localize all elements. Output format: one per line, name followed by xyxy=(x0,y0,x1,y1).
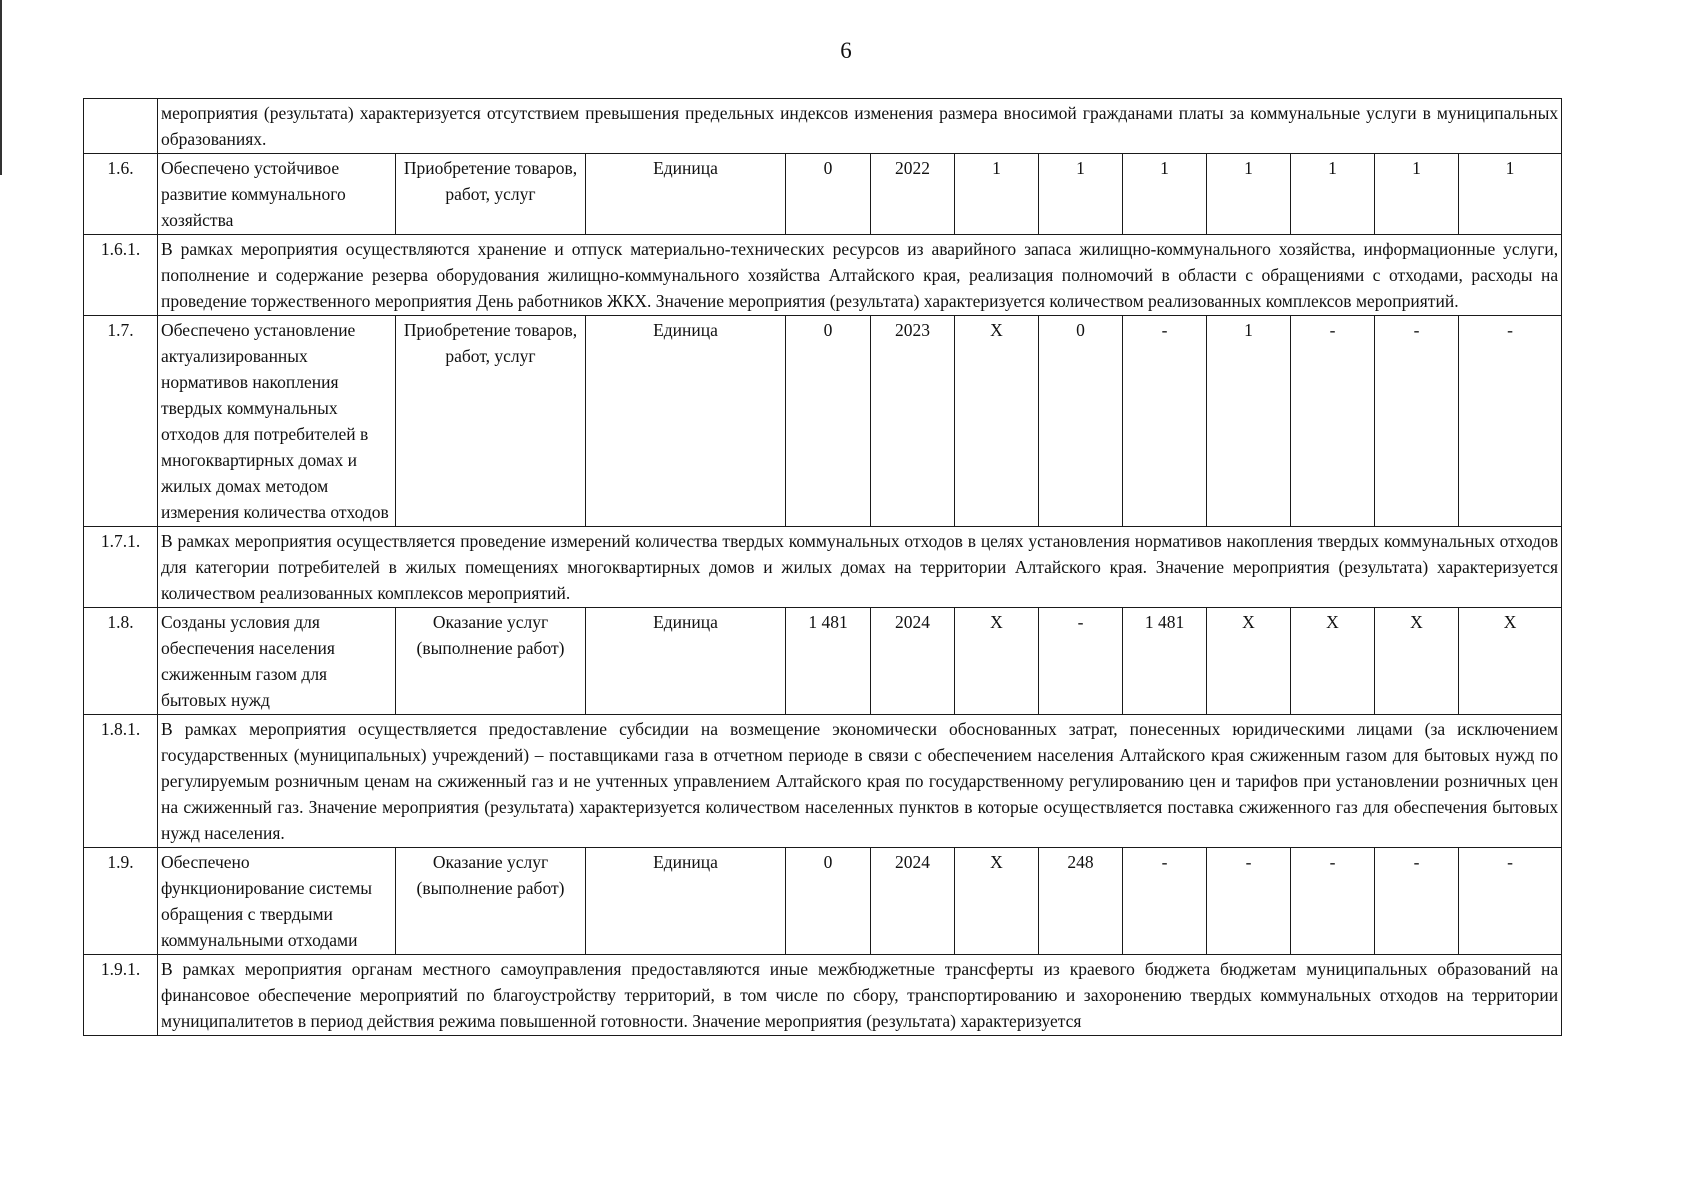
year-value-cell: 1 xyxy=(1123,154,1207,235)
year-value-cell: - xyxy=(1375,316,1459,527)
table-row-1-7 xyxy=(84,316,1562,527)
year-value-cell: 1 xyxy=(1039,154,1123,235)
table-row-1-9-1 xyxy=(84,955,1562,1036)
row-number-cell: 1.6.1. xyxy=(84,235,158,316)
base-year-cell: 2022 xyxy=(871,154,955,235)
year-value-cell: - xyxy=(1039,608,1123,715)
row-number-cell: 1.6. xyxy=(84,154,158,235)
year-value-cell: - xyxy=(1459,316,1562,527)
year-value-cell: X xyxy=(1459,608,1562,715)
base-value-cell: 0 xyxy=(786,316,871,527)
year-value-cell: 1 xyxy=(1207,154,1291,235)
table-row-1-6-1 xyxy=(84,235,1562,316)
unit-cell: Единица xyxy=(586,608,786,715)
year-value-cell: - xyxy=(1123,316,1207,527)
table-row-1-8 xyxy=(84,608,1562,715)
year-value-cell: 1 xyxy=(955,154,1039,235)
table-row-1-9 xyxy=(84,848,1562,955)
result-type-cell: Приобретение товаров, работ, услуг xyxy=(396,316,586,527)
description-cell: В рамках мероприятия органам местного самоуправления предоставляются иные межбюджетные трансферты из краевого бюджета бюджетам муниципальных образований на финансовое обеспечение мероприятий по благоустройству территорий, в том числе по сбору, транспортированию и захоронению твердых коммунальных отходов на территории муниципалитетов в период действия режима повышенной готовности. Значение мероприятия (результата) характеризуется xyxy=(158,955,1562,1036)
description-cell: мероприятия (результата) характеризуется отсутствием превышения предельных индексов изменения размера вносимой гражданами платы за коммунальные услуги в муниципальных образованиях. xyxy=(158,99,1562,154)
year-value-cell: 1 481 xyxy=(1123,608,1207,715)
result-type-cell: Приобретение товаров, работ, услуг xyxy=(396,154,586,235)
table-row-1-6 xyxy=(84,154,1562,235)
table-row-1-8-1 xyxy=(84,715,1562,848)
year-value-cell: X xyxy=(955,316,1039,527)
page-number: 6 xyxy=(840,38,852,63)
row-number-cell: 1.9.1. xyxy=(84,955,158,1036)
year-value-cell: 1 xyxy=(1375,154,1459,235)
year-value-cell: X xyxy=(1291,608,1375,715)
year-value-cell: - xyxy=(1291,316,1375,527)
result-name-cell: Обеспечено установление актуализированных нормативов накопления твердых коммунальных отходов для потребителей в многоквартирных домах и жилых домах методом измерения количества отходов xyxy=(158,316,396,527)
row-number-cell: 1.7. xyxy=(84,316,158,527)
base-value-cell: 1 481 xyxy=(786,608,871,715)
result-type-cell: Оказание услуг (выполнение работ) xyxy=(396,848,586,955)
result-name-cell: Созданы условия для обеспечения населения сжиженным газом для бытовых нужд xyxy=(158,608,396,715)
unit-cell: Единица xyxy=(586,848,786,955)
year-value-cell: X xyxy=(955,848,1039,955)
year-value-cell: X xyxy=(1207,608,1291,715)
row-number-cell: 1.8.1. xyxy=(84,715,158,848)
base-value-cell: 0 xyxy=(786,848,871,955)
row-number-cell: 1.8. xyxy=(84,608,158,715)
year-value-cell: 248 xyxy=(1039,848,1123,955)
table-row-continuation xyxy=(84,99,1562,154)
year-value-cell: 1 xyxy=(1459,154,1562,235)
base-value-cell: 0 xyxy=(786,154,871,235)
year-value-cell: - xyxy=(1123,848,1207,955)
row-number-cell xyxy=(84,99,158,154)
description-cell: В рамках мероприятия осуществляется предоставление субсидии на возмещение экономически обоснованных затрат, понесенных юридическими лицами (за исключением государственных (муниципальных) учреждений) – поставщиками газа в отчетном периоде в связи с обеспечением населения Алтайского края сжиженным газом для бытовых нужд по регулируемым розничным ценам на сжиженный газ и не учтенных управлением Алтайского края по государственному регулированию цен и тарифов при установлении розничных цен на сжиженный газ. Значение мероприятия (результата) характеризуется количеством населенных пунктов в которые осуществляется поставка сжиженного газ для обеспечения бытовых нужд населения. xyxy=(158,715,1562,848)
year-value-cell: 0 xyxy=(1039,316,1123,527)
base-year-cell: 2023 xyxy=(871,316,955,527)
year-value-cell: - xyxy=(1375,848,1459,955)
table-row-1-7-1 xyxy=(84,527,1562,608)
result-name-cell: Обеспечено устойчивое развитие коммунального хозяйства xyxy=(158,154,396,235)
description-cell: В рамках мероприятия осуществляется проведение измерений количества твердых коммунальных отходов в целях установления нормативов накопления твердых коммунальных отходов для категории потребителей в жилых помещениях многоквартирных домов и жилых домах на территории Алтайского края. Значение мероприятия (результата) характеризуется количеством реализованных комплексов мероприятий. xyxy=(158,527,1562,608)
base-year-cell: 2024 xyxy=(871,848,955,955)
year-value-cell: 1 xyxy=(1291,154,1375,235)
scan-edge-line xyxy=(0,0,2,175)
row-number-cell: 1.9. xyxy=(84,848,158,955)
year-value-cell: 1 xyxy=(1207,316,1291,527)
results-table xyxy=(83,98,1562,1036)
year-value-cell: X xyxy=(1375,608,1459,715)
row-number-cell: 1.7.1. xyxy=(84,527,158,608)
year-value-cell: - xyxy=(1291,848,1375,955)
result-type-cell: Оказание услуг (выполнение работ) xyxy=(396,608,586,715)
result-name-cell: Обеспечено функционирование системы обращения с твердыми коммунальными отходами xyxy=(158,848,396,955)
year-value-cell: X xyxy=(955,608,1039,715)
description-cell: В рамках мероприятия осуществляются хранение и отпуск материально-технических ресурсов из аварийного запаса жилищно-коммунального хозяйства, информационные услуги, пополнение и содержание резерва оборудования жилищно-коммунального хозяйства Алтайского края, реализация полномочий в области с обращениями с отходами, расходы на проведение торжественного мероприятия День работников ЖКХ. Значение мероприятия (результата) характеризуется количеством реализованных комплексов мероприятий. xyxy=(158,235,1562,316)
year-value-cell: - xyxy=(1459,848,1562,955)
base-year-cell: 2024 xyxy=(871,608,955,715)
unit-cell: Единица xyxy=(586,154,786,235)
unit-cell: Единица xyxy=(586,316,786,527)
year-value-cell: - xyxy=(1207,848,1291,955)
